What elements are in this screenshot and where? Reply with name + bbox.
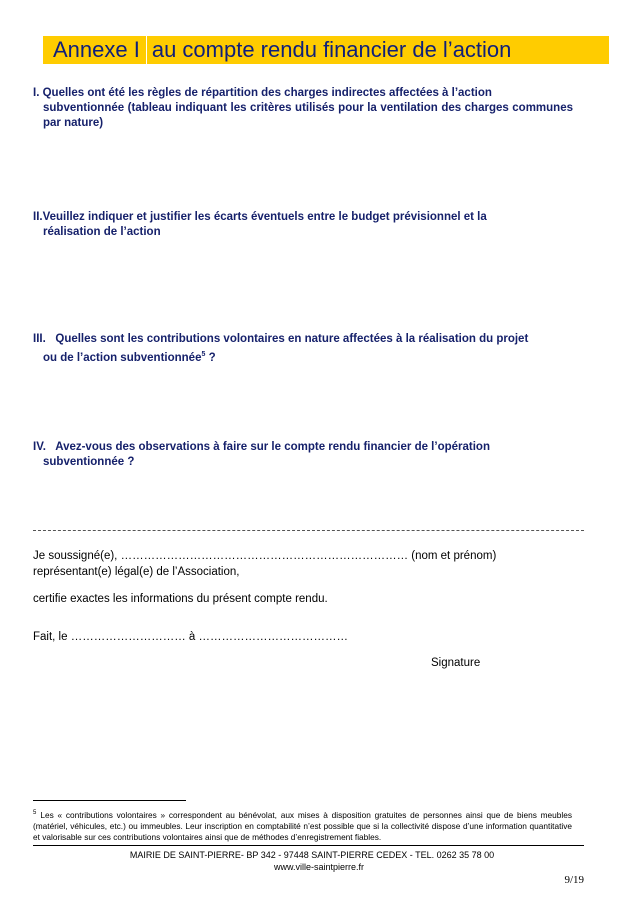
question-2 bbox=[33, 210, 573, 240]
question-number: I. bbox=[33, 87, 40, 99]
signature-label: Signature bbox=[431, 657, 481, 669]
question-text-line1: Quelles ont été les règles de répartition des charges indirectes affectées à l’action bbox=[42, 87, 492, 99]
title-annexe: Annexe I bbox=[53, 37, 140, 62]
question-number: III. bbox=[33, 333, 46, 345]
question-text-line1: Veuillez indiquer et justifier les écarts éventuels entre le budget prévisionnel et la bbox=[42, 211, 487, 223]
question-3 bbox=[33, 332, 573, 366]
declaration-name-line: Je soussigné(e), ………………………………………………………………… (nom et prénom) bbox=[33, 550, 497, 562]
question-number: IV. bbox=[33, 441, 47, 453]
declaration-representative: représentant(e) légal(e) de l’Association, bbox=[33, 566, 240, 578]
declaration-block bbox=[33, 548, 496, 580]
question-suffix: ? bbox=[205, 351, 216, 364]
footnote bbox=[33, 808, 572, 843]
question-text-rest: subventionnée (tableau indiquant les critères utilisés pour la ventilation des charges communes par nature) bbox=[43, 102, 573, 129]
question-text-rest: subventionnée ? bbox=[43, 456, 135, 468]
footer-website[interactable]: www.ville-saintpierre.fr bbox=[273, 862, 365, 872]
title-subject: au compte rendu financier de l’action bbox=[151, 37, 512, 62]
footnote-mark: 5 bbox=[33, 810, 37, 816]
question-text-rest: réalisation de l’action bbox=[43, 226, 161, 238]
question-text-rest: ou de l’action subventionnée bbox=[43, 351, 202, 364]
page-number: 9/19 bbox=[564, 874, 584, 886]
question-text-rest-wrap bbox=[33, 347, 573, 366]
footnote-separator bbox=[33, 800, 186, 801]
footnote-reference[interactable]: 5 bbox=[201, 351, 206, 358]
footer-separator bbox=[33, 845, 584, 846]
declaration-fait: Fait, le ………………………… à ………………………………… bbox=[33, 631, 348, 643]
question-number: II. bbox=[33, 211, 43, 223]
footer-address: MAIRIE DE SAINT-PIERRE- BP 342 - 97448 SAINT-PIERRE CEDEX - TEL. 0262 35 78 00 bbox=[129, 850, 495, 860]
question-text-line1: Avez-vous des observations à faire sur le compte rendu financier de l’opération bbox=[55, 441, 490, 453]
title-banner bbox=[43, 36, 609, 64]
separator-dashed bbox=[33, 530, 584, 531]
question-text-line1: Quelles sont les contributions volontaires en nature affectées à la réalisation du projet bbox=[55, 333, 529, 345]
footer bbox=[0, 849, 638, 873]
footnote-text: Les « contributions volontaires » correspondent au bénévolat, aux mises à disposition gratuites de personnes ainsi que de biens meubles (matériel, véhicules, etc.) ou immeubles. Leur inscription en comptabilité n’est possible que si la collectivité dispose d’une information quantitative et valorisable sur ces contributions volontaires ainsi que de méthodes d’enregistrement fiables. bbox=[33, 809, 572, 842]
question-4 bbox=[33, 440, 573, 470]
declaration-certify: certifie exactes les informations du présent compte rendu. bbox=[33, 593, 328, 605]
question-1 bbox=[33, 86, 573, 131]
